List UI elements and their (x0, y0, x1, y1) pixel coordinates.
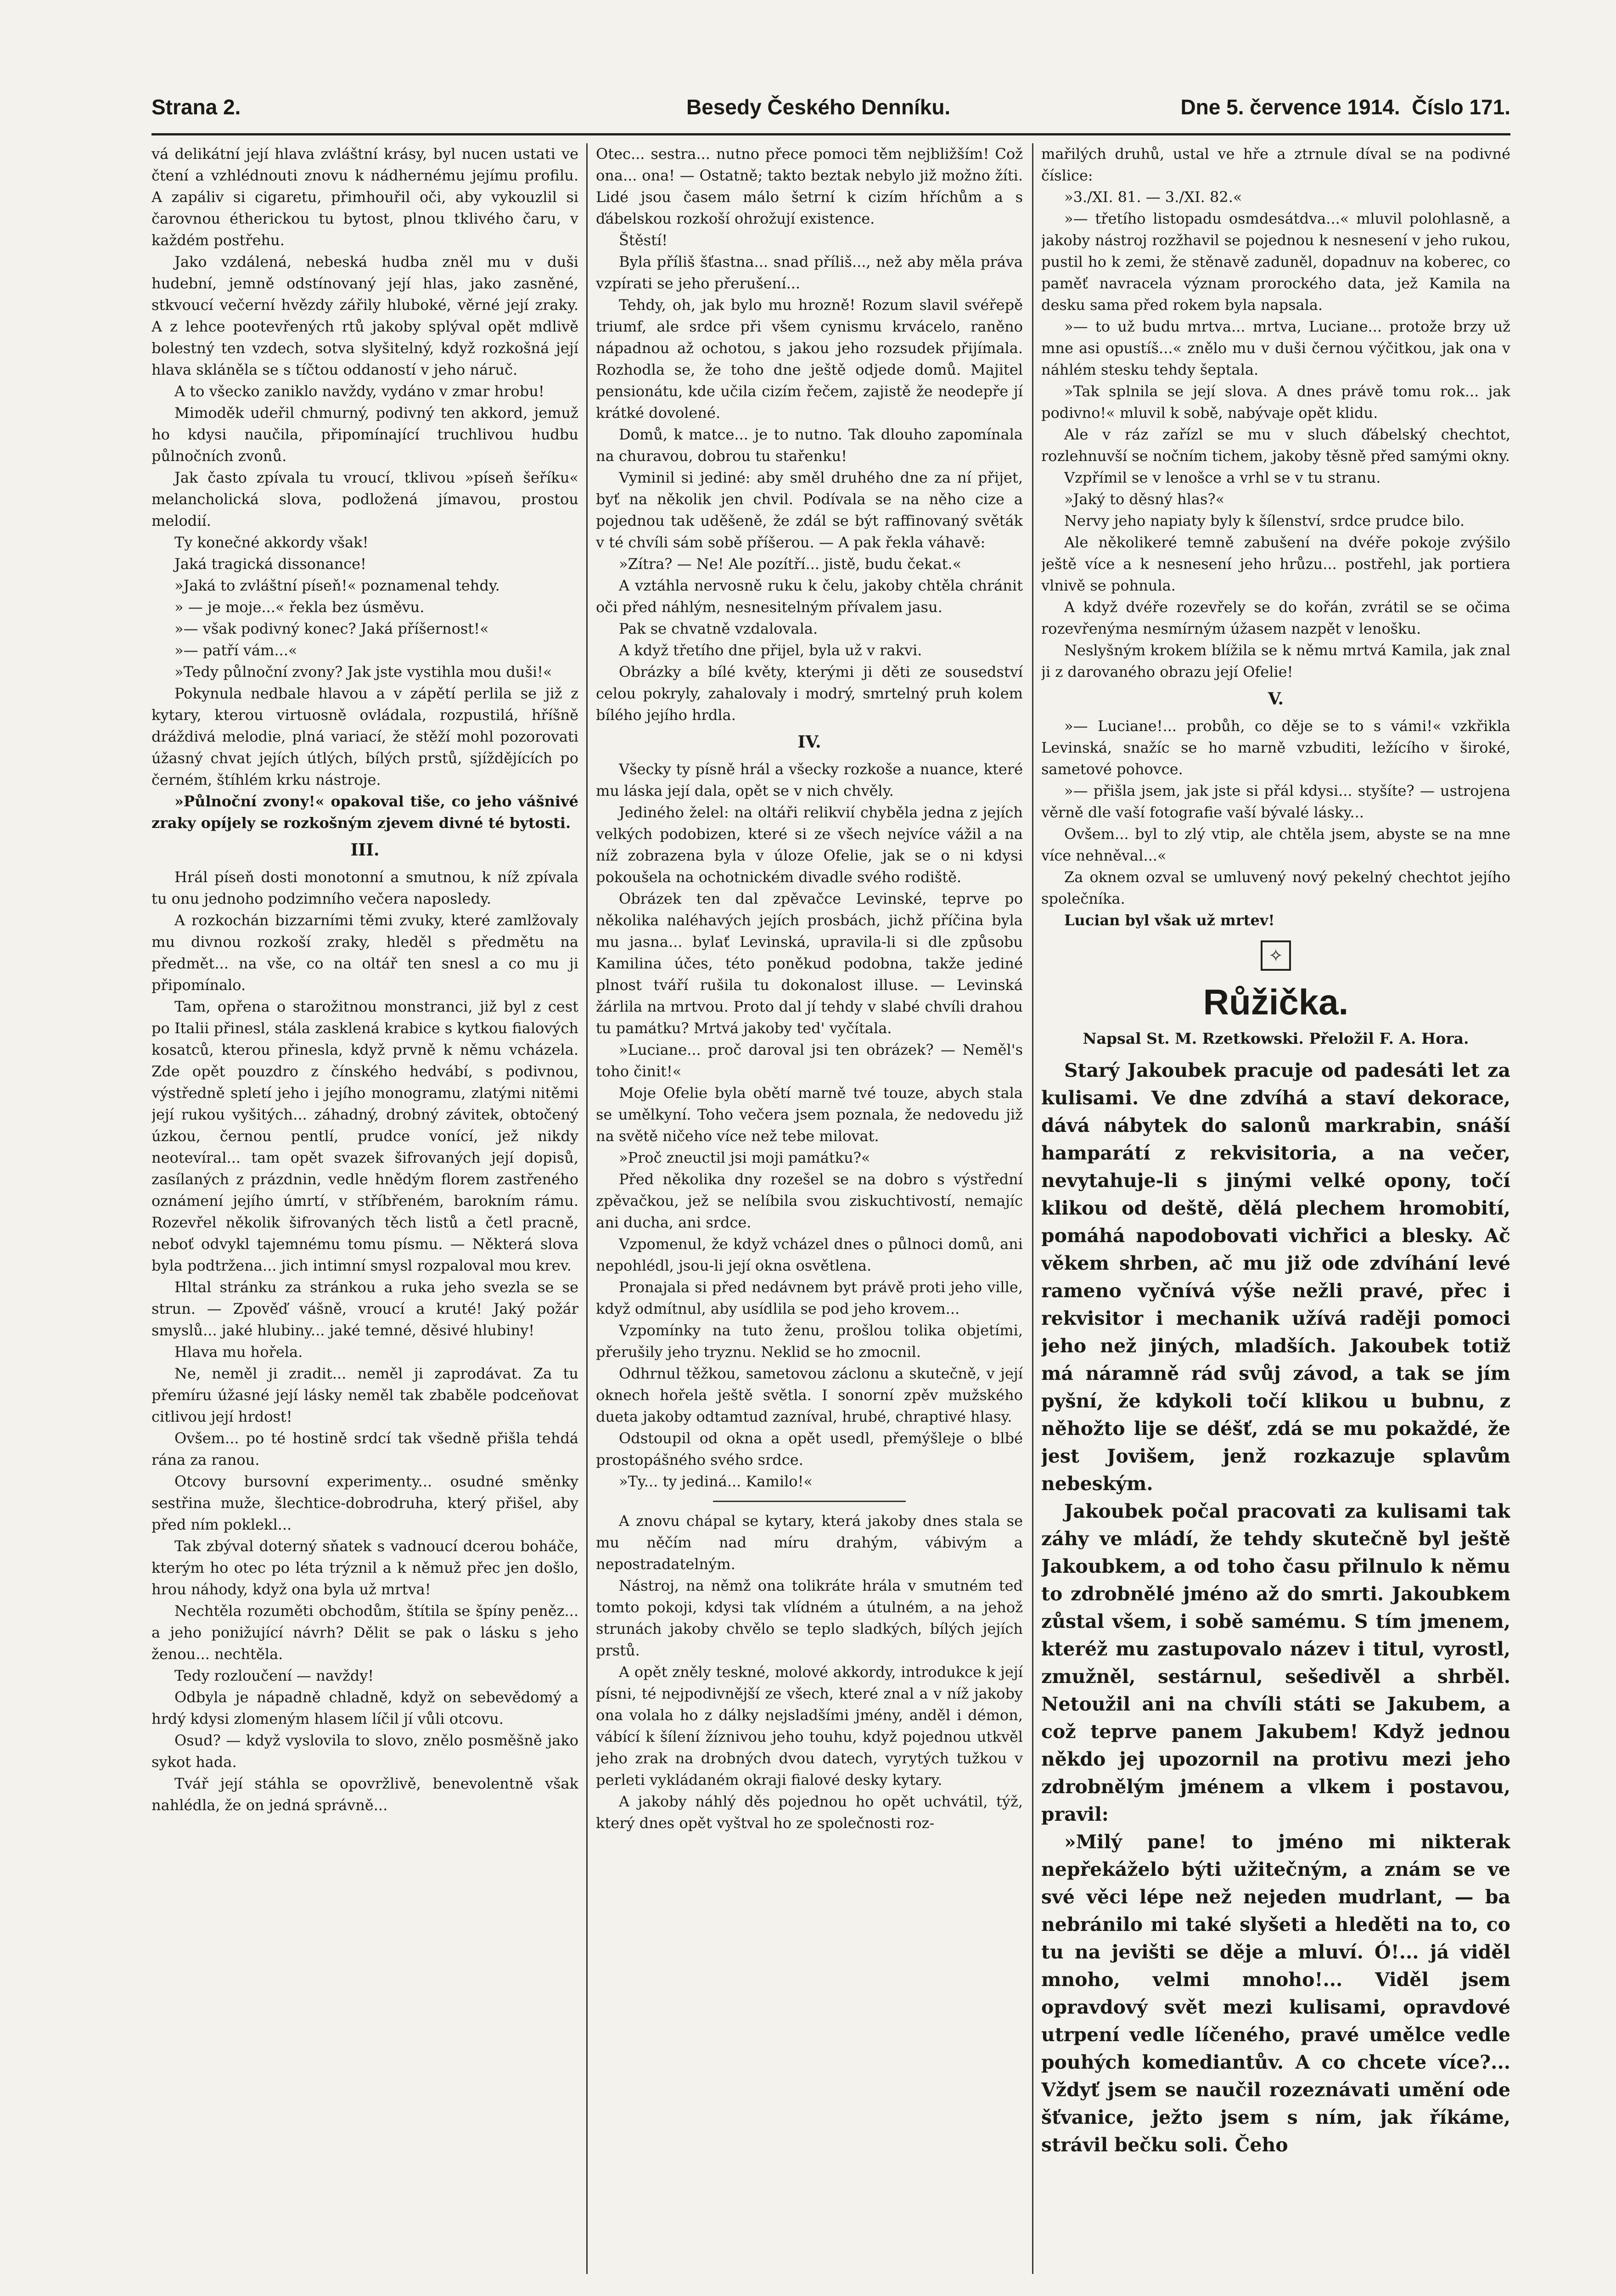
paragraph: »Tedy půlnoční zvony? Jak jste vystihla mou duši!« (174, 663, 552, 681)
paragraph: »— třetího listopadu osmdesátdva...« mluvil polohlasně, a jakoby nástroj rozžhavil se pojednou k nesnesení v jeho rukou, pustil ho k zemi, že stěnavě zaduněl, dopadnuv na koberec, co paměť navracela význam prorockého data, jež Kamila na desku sama před rokem byla napsala. (1041, 210, 1510, 314)
column-3 (1041, 143, 1510, 2283)
section-heading-3: III. (350, 840, 380, 860)
page-header (152, 90, 1510, 127)
paragraph: Neslyšným krokem blížila se k němu mrtvá Kamila, jak znal ji z darovaného obrazu její Ofelie! (1041, 642, 1510, 681)
paragraph: Vzpřímil se v lenošce a vrhl se v tu stranu. (1064, 469, 1381, 486)
section-heading-4: IV. (797, 732, 821, 752)
paragraph: »Zítra? — Ne! Ale pozítří... jistě, budu čekat.« (619, 555, 962, 573)
paragraph: Ty konečné akkordy však! (174, 534, 369, 551)
paragraph: Pak se chvatně vzdalovala. (619, 620, 818, 637)
paragraph: Hrál píseň dosti monotonní a smutnou, k níž zpívala tu onu jednoho podzimního večera naposledy. (152, 868, 578, 907)
paragraph: Ne, neměl ji zradit... neměl ji zaprodávat. Za tu přemíru úžasné její lásky neměl tak zbaběle podceňovat citlivou její hrdost! (152, 1365, 578, 1425)
paragraph: »Jaká to zvláštní píseň!« poznamenal tehdy. (174, 577, 500, 594)
date-issue (1180, 95, 1510, 119)
paragraph: Jediného želel: na oltáři relikvií chyběla jedna z jejích velkých podobizen, které si ze všech nejvíce vážil a na níž zobrazena byla v úloze Ofelie, jak se o ni kdysi pokoušela na ochotnickém divadle svého rodiště. (596, 804, 1023, 886)
paragraph: A opět zněly teskné, molové akkordy, introdukce k její písni, té nejpodivnější ze všech, které znal a v níž jakoby ona volala ho z dálky nejsladšími jmény, anděl i démon, vábící k šílení žíznivou jeho touhu, když pojednou utkvěl jeho zrak na drobných dvou datech, vyrytých tužkou v perleti vykládaném okraji fialové desky kytary. (596, 1663, 1023, 1789)
paragraph: Jako vzdálená, nebeská hudba zněl mu v duši hudební, jemně odstínovaný její hlas, jako zasněné, stkvoucí večerní hvězdy zářily hluboké, věrné její zraky. A z lehce pootevřených rtů jakoby splýval opět mdlivě bolestný ten vzdech, sotva slyšitelný, když rozkošná její hlava skláněla se s tíčtou oddaností v jeho náruč. (152, 253, 578, 378)
paragraph: A rozkochán bizzarními těmi zvuky, které zamlžovaly mu divnou rozkoší zraky, hleděl s předmětu na předmět... na vše, co na oltář ten snesl a co mu ji připomínalo. (152, 912, 578, 994)
paragraph: Nástroj, na němž ona tolikráte hrála v smutném teď tomto pokoji, kdysi tak vlídném a útulném, a na jehož strunách jakoby chvělo se teplo sladkých, bílých jejích prstů. (596, 1577, 1023, 1659)
header-rule (152, 133, 1510, 135)
column-divider (1032, 143, 1033, 2274)
paragraph: Otcovy bursovní experimenty... osudné směnky sestřina muže, šlechtice-dobrodruha, který přišel, aby před ním poklekl... (152, 1473, 578, 1533)
column-2 (596, 143, 1023, 2283)
story-byline: Napsal St. M. Rzetkowski. Přeložil F. A. Hora. (1083, 1030, 1469, 1047)
paragraph: »Luciane... proč daroval jsi ten obrázek? — Neměl's toho činit!« (596, 1041, 1023, 1080)
paragraph: A když dvéře rozevřely se do kořán, zvrátil se se očima rozevřenýma nesmírným úžasem nazpět v lenošku. (1041, 598, 1510, 637)
paragraph: A když třetího dne přijel, byla už v rakvi. (619, 642, 922, 659)
paragraph: Pronajala si před nedávnem byt právě proti jeho ville, když odmítnul, aby usídlila se pod jeho krovem... (596, 1278, 1023, 1317)
paragraph: Domů, k matce... je to nutno. Tak dlouho zapomínala na churavou, dobrou tu stařenku! (596, 426, 1023, 465)
paragraph: Tam, opřena o starožitnou monstranci, již byl z cest po Italii přinesl, stála zasklená krabice s kytkou fialových kosatců, kterou přinesla, když prvně k němu vcházela. Zde opět pouzdro z čínského hedvábí, s podivnou, výstředně spletí jeho i jejího monogramu, zlatými nitěmi její rukou vyšitých... záhadný, drobný závitek, obtočený úzkou, černou pentlí, prudce vonící, jež nikdy neotevíral... tam opět svazek šifrovaných její dopisů, zasílaných z prázdnin, vedle hnědým florem zastřeného oznámení jejího úmrtí, v stříbřeném, barokním rámu. Rozevřel několik šifrovaných těch listů a četl pracně, neboť odvykl tajemnému tomu písmu. — Některá slova byla podtržena... jich intimní smysl rozpaloval mou krev. (152, 998, 578, 1274)
paragraph: Tedy rozloučení — navždy! (174, 1667, 374, 1684)
paragraph: »Milý pane! to jméno mi nikterak nepřekáželo býti užitečným, a znám se ve své věci lépe než nejeden mudrlant, — ba nebránilo mi také slyšeti a hleděti na to, co tu na jevišti se děje a mluví. Ó!... já viděl mnoho, velmi mnoho!... Viděl jsem opravdový svět mezi kulisami, opravdové utrpení vedle líčeného, pravé umělce vedle pouhých komediantův. A co chcete více?... Vždyť jsem se naučil rozeznávati umění ode šťvanice, ježto jsem s ním, jak říkáme, strávil bečku soli. Čeho (1041, 1831, 1510, 2156)
paragraph: Odbyla je nápadně chladně, když on sebevědomý a hrdý kdysi zlomeným hlasem líčil jí vůli otcovu. (152, 1688, 578, 1728)
paragraph: Obrázek ten dal zpěvačce Levinské, teprve po několika naléhavých jejích prosbách, jichž příčina byla mu jasna... bylať Levinská, upravila-li si dle způsobu Kamilina účes, této poněkud podobna, takže jediné plnost tváří rušila tu dokonalost illuse. — Levinská žárlila na mrtvou. Proto dal jí tehdy v slabé chvíli drahou tu památku? Mrtvá jakoby ted' vyčítala. (596, 890, 1023, 1037)
paragraph: Za oknem ozval se umluvený nový pekelný chechtot jejího společníka. (1041, 868, 1510, 907)
paragraph: Tehdy, oh, jak bylo mu hrozně! Rozum slavil svéřepě triumf, ale srdce při všem cynismu krvácelo, raněno nápadnou až ochotou, s jakou jeho rozsudek přijímala. Rozhodla se, že toho dne ještě odjede domů. Majitel pensionátu, kde učila cizím řečem, zajistě že neodepře jí krátké dovolené. (596, 296, 1023, 422)
paragraph: A jakoby náhlý děs pojednou ho opět uchvátil, týž, který dnes opět vyštval ho ze společnosti roz- (596, 1793, 1023, 1832)
paragraph: Odhrnul těžkou, sametovou záclonu a skutečně, v její oknech hořela ještě světla. I sonorní zpěv mužského dueta jakoby odtamtud zazníval, hrubé, chraptivé hlasy. (596, 1365, 1023, 1425)
paragraph: Moje Ofelie byla obětí marně tvé touze, abych stala se umělkyní. Toho večera jsem poznala, že nedovedu již na světě ničeho více než tebe milovat. (596, 1084, 1023, 1145)
paragraph: Starý Jakoubek pracuje od padesáti let za kulisami. Ve dne zdvíhá a staví dekorace, dává nábytek do salonů markrabin, snáší hamparátí z rekvisitoria, a na večer, nevytahuje-li s jinými velké opony, točí klikou od deště, dělá plechem hromobití, pomáhá napodobovati vichřici a blesky. Ač věkem shrben, ač mu již ode zdvíhání levé rameno vyčnívá výše nežli pravé, přec i rekvisitor i mechanik užívá raději pomoci jeho než jiných, mladších. Jakoubek totiž má náramně rád svůj závod, a tak se jím pyšní, že kdykoli točí klikou u bubnu, z něhožto lije se déšť, zdá se mu pokaždé, že jest Jovišem, jenž rozkazuje splavům nebeským. (1041, 1059, 1510, 1495)
paragraph: »3./XI. 81. — 3./XI. 82.« (1064, 188, 1242, 206)
paragraph: Před několika dny rozešel se na dobro s výstřední zpěvačkou, jež se nelíbila svou ziskuchtivostí, nemajíc ani ducha, ani srdce. (596, 1171, 1023, 1231)
paragraph: Obrázky a bílé květy, kterými ji děti ze sousedství celou pokryly, zahalovaly i modrý, smrtelný pruh kolem bílého jejího hrdla. (596, 663, 1023, 724)
column-1 (152, 143, 578, 2283)
page-number: Strana 2. (152, 95, 241, 119)
paragraph: Pokynula nedbale hlavou a v zápětí perlila se již z kytary, kterou virtuosně ovládala, rozpustilá, hříšně dráždivá melodie, plná variací, že stěží mohl pozorovati úžasný chvat jejích útlých, bílých prstů, sjíždějících po černém, štíhlém krku nástroje. (152, 685, 578, 788)
paragraph: A vztáhla nervosně ruku k čelu, jakoby chtěla chránit oči před náhlým, nesnesitelným přívalem jasu. (596, 577, 1023, 616)
ornament-star-icon: ✧ (1261, 940, 1291, 971)
paragraph: »— však podivný konec? Jaká příšernost!« (174, 620, 489, 637)
paragraph: Odstoupil od okna a opět usedl, přemýšleje o blbé prostopášného svého srdce. (596, 1429, 1023, 1469)
paragraph: »— to už budu mrtva... mrtva, Luciane... protože brzy už mne asi opustíš...« znělo mu v duši černou výčitkou, jak ona v náhlém stesku tehdy šeptala. (1041, 318, 1510, 378)
paragraph: »— přišla jsem, jak jste si přál kdysi... styšíte? — ustrojena věrně dle vaší fotografie vaší bývalé lásky... (1041, 782, 1510, 821)
paragraph: Štěstí! (619, 231, 668, 249)
paragraph: Vzpomenul, že když vcházel dnes o půlnoci domů, ani nepohlédl, jsou-li její okna osvětlena. (596, 1235, 1023, 1274)
paragraph: Tvář její stáhla se opovržlivě, benevolentně však nahlédla, že on jedná správně... (152, 1775, 578, 1814)
paragraph: »— patří vám...« (174, 642, 297, 659)
paragraph: Všecky ty písně hrál a všecky rozkoše a nuance, které mu láska její dala, opět se v nich chvěly. (596, 760, 1023, 799)
paragraph: Jaká tragická dissonance! (174, 555, 366, 573)
paragraph: Vzpomínky na tuto ženu, prošlou tolika objetími, přerušily jeho tryznu. Neklid se ho zmocnil. (596, 1322, 1023, 1361)
story-title: Růžička. (1203, 982, 1349, 1022)
issue-number: Číslo 171. (1412, 95, 1510, 119)
paragraph: Mimoděk udeřil chmurný, podivný ten akkord, jemuž ho kdysi naučila, připomínající truchlivou hudbu půlnočních zvonů. (152, 404, 578, 465)
paragraph: Jakoubek počal pracovati za kulisami tak záhy ve mládí, že tehdy skutečně byl ještě Jakoubkem, a od toho času přilnulo k němu to zdrobnělé jméno až do smrti. Jakoubkem zůstal všem, i sobě samému. S tím jmenem, kteréž mu zastupovalo název i titul, vyrostl, zmužněl, sestárnul, sešedivěl a shrběl. Netoužil ani na chvíli státi se Jakubem, a což teprve panem Jakubem! Když jednou někdo jej upozornil na protivu mezi jeho zdrobnělým jménem a vlkem i postavou, pravil: (1041, 1500, 1510, 1825)
paragraph: Byla příliš šťastna... snad příliš..., než aby měla práva vzpírati se jeho přerušení... (596, 253, 1023, 292)
paragraph: Ovšem... po té hostině srdcí tak všedně přišla tehdá rána za ranou. (152, 1429, 578, 1469)
paragraph: vá delikátní její hlava zvláštní krásy, byl nucen ustati ve čtení a vzhlédnouti znovu k nádhernému jejímu profilu. A zapáliv si cigaretu, přimhouřil oči, aby vykouzlil si čarovnou étherickou tu bytost, plnou tklivého čaru, v každém postřehu. (152, 145, 578, 249)
section-separator (713, 1501, 906, 1502)
paragraph: Otec... sestra... nutno přece pomoci těm nejbližším! Což ona... ona! — Ostatně; takto beztak nebylo již možno žíti. Lidé jsou časem málo šetrní k cizím hříchům a s ďábelskou rozkoší ohrožují existence. (596, 145, 1023, 227)
column-divider (586, 143, 588, 2274)
paragraph: »Jaký to děsný hlas?« (1064, 490, 1225, 508)
paragraph: »Tak splnila se její slova. A dnes právě tomu rok... jak podivno!« mluvil k sobě, nabývaje opět klidu. (1041, 383, 1510, 422)
paragraph: Lucian byl však už mrtev! (1064, 912, 1275, 929)
paragraph: Nervy jeho napiaty byly k šílenství, srdce prudce bilo. (1064, 512, 1465, 529)
paragraph: Ale v ráz zařízl se mu v sluch ďábelský chechtot, rozlehnuvší se nočním tichem, jakoby těsně před samými okny. (1041, 426, 1510, 465)
paragraph: Ale několikeré temně zabušení na dvéře pokoje zvýšilo ještě více a k nesnesení jeho hrůzu... postřehl, jak portiera vlnivě se pohnula. (1041, 534, 1510, 594)
section-heading-5: V. (1268, 689, 1284, 709)
paragraph: Osud? — když vyslovila to slovo, znělo posměšně jako sykot hada. (152, 1732, 578, 1771)
paragraph: Jak často zpívala tu vroucí, tklivou »píseň šeříku« melancholická slova, podložená jímavou, prostou melodií. (152, 469, 578, 529)
paragraph: A znovu chápal se kytary, která jakoby dnes stala se mu něčím nad míru drahým, vábivým a nepostradatelným. (596, 1512, 1023, 1573)
paragraph: Vyminil si jediné: aby směl druhého dne za ní přijet, byť na několik jen chvil. Podívala se na něho cize a pojednou tak uděšeně, že zdál se být raffinovaný světák v té chvíli sám sobě příšerou. — A pak řekla váhavě: (596, 469, 1023, 551)
paragraph: Tak zbýval doterný sňatek s vadnoucí dcerou boháče, kterým ho otec po léta trýznil a k němuž přec jen došlo, hrou náhody, když ona byla už mrtva! (152, 1537, 578, 1598)
issue-date: Dne 5. července 1914. (1180, 95, 1400, 119)
paragraph: mařilých druhů, ustal ve hře a ztrnule díval se na podivné číslice: (1041, 145, 1510, 184)
paragraph: Hlava mu hořela. (174, 1343, 303, 1361)
paragraph: Ovšem... byl to zlý vtip, ale chtěla jsem, abyste se na mne více nehněval...« (1041, 825, 1510, 864)
paragraph: »Proč zneuctil jsi moji památku?« (619, 1149, 870, 1166)
masthead: Besedy Českého Denníku. (686, 95, 951, 119)
paragraph: »Půlnoční zvony!« opakoval tiše, co jeho vášnivé zraky opíjely se rozkošným zjevem divné té bytosti. (152, 793, 578, 832)
paragraph: » — je moje...« řekla bez úsměvu. (174, 598, 425, 616)
paragraph: Nechtěla rozuměti obchodům, štítila se špíny peněz... a jeho ponižující návrh? Dělit se pak o lásku s jeho ženou... nechtěla. (152, 1602, 578, 1663)
story-body (1041, 1057, 1510, 2159)
paragraph: A to všecko zaniklo navždy, vydáno v zmar hrobu! (174, 383, 544, 400)
paragraph: Hltal stránku za stránkou a ruka jeho svezla se se strun. — Zpověď vášně, vroucí a kruté! Jaký požár smyslů... jaké hlubiny... jaké temné, děsivé hlubiny! (152, 1278, 578, 1339)
paragraph: »— Luciane!... probůh, co děje se to s vámi!« vzkřikla Levinská, snažíc se ho marně vzbuditi, ležícího v široké, sametové pohovce. (1041, 717, 1510, 778)
paragraph: »Ty... ty jediná... Kamilo!« (619, 1473, 813, 1490)
